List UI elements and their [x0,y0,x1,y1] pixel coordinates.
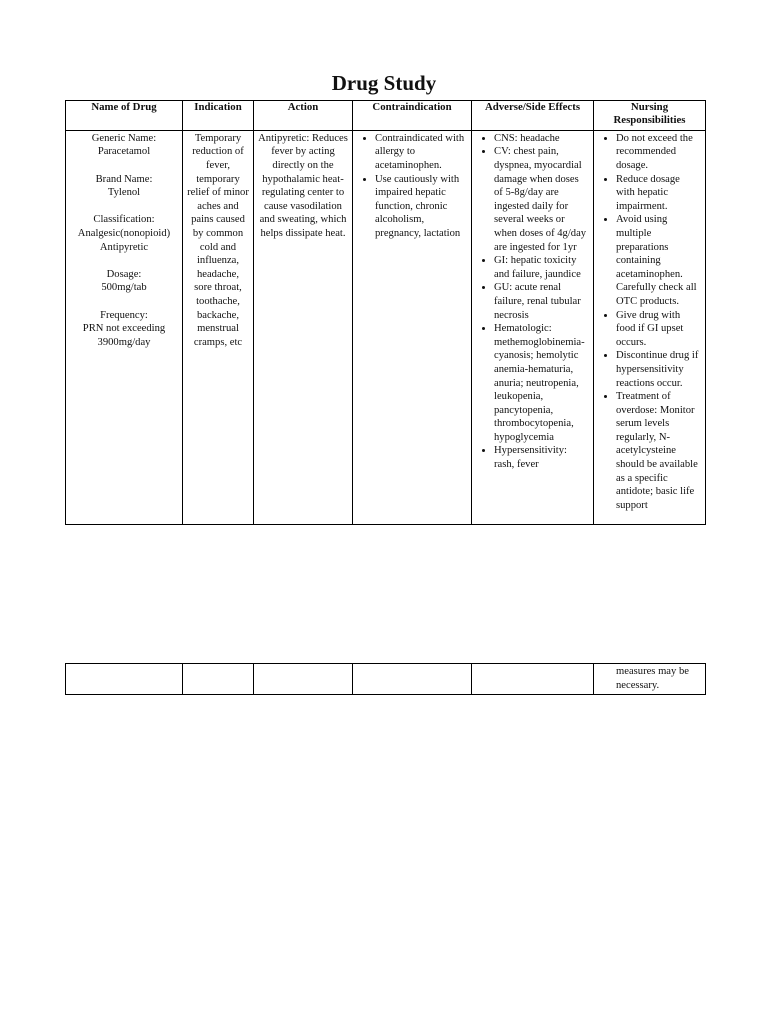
classification-value-2: Antipyretic [99,241,149,253]
indication-cell: Temporary reduction of fever, temporary relief of minor aches and pains caused by common cold and influenza, headache, sore throat, toothache, backache, menstrual cramps, etc [183,130,254,524]
empty-cell [66,664,183,695]
generic-name-label: Generic Name: [91,132,157,144]
list-item: • Reduce dosage with hepatic impairment. [616,173,701,214]
adverse-effects-list [476,132,589,472]
list-item: • Avoid using multiple preparations containing acetaminophen. Carefully check all OTC products. [616,213,701,308]
empty-cell [353,664,472,695]
classification-value-1: Analgesic(nonopioid) [77,227,171,239]
header-action: Action [254,101,353,131]
action-cell: Antipyretic: Reduces fever by acting directly on the hypothalamic heat-regulating center to cause vasodilation and sweating, which helps dissipate heat. [254,130,353,524]
name-of-drug-cell [66,130,183,524]
list-item: • GI: hepatic toxicity and failure, jaundice [494,254,589,281]
brand-name-label: Brand Name: [95,173,153,185]
list-item: • Give drug with food if GI upset occurs. [616,309,701,350]
classification-label: Classification: [93,214,155,226]
header-name-of-drug: Name of Drug [66,101,183,131]
empty-cell [254,664,353,695]
frequency-label: Frequency: [100,309,148,321]
empty-cell [472,664,594,695]
header-indication: Indication [183,101,254,131]
list-item: • Hematologic: methemoglobinemia- cyanosis; hemolytic anemia-hematuria, anuria; neutropenia, leukopenia, pancytopenia, thrombocytopenia, hypoglycemia [494,322,589,444]
header-nursing-responsibilities: Nursing Responsibilities [594,101,706,131]
empty-cell [183,664,254,695]
document-title: Drug Study [331,71,437,95]
list-item: • CNS: headache [494,132,589,146]
drug-study-table [65,100,706,525]
dosage-value: 500mg/tab [101,282,147,294]
continuation-table [65,663,706,695]
brand-name-value: Tylenol [107,187,141,199]
generic-name-value: Paracetamol [97,146,151,158]
nursing-responsibilities-cell [594,130,706,524]
list-item: • Hypersensitivity: rash, fever [494,444,589,471]
frequency-value-2: 3900mg/day [97,336,151,348]
list-item: • Treatment of overdose: Monitor serum levels regularly, N-acetylcysteine should be available as a specific antidote; basic life support [616,390,701,512]
table-row [66,664,706,695]
list-item: • Contraindicated with allergy to acetaminophen. [375,132,467,173]
header-contraindication: Contraindication [353,101,472,131]
table-header-row [66,101,706,131]
list-item: • Do not exceed the recommended dosage. [616,132,701,173]
nursing-responsibilities-list [598,132,701,513]
list-item: • Discontinue drug if hypersensitivity reactions occur. [616,349,701,390]
list-item: • GU: acute renal failure, renal tubular necrosis [494,281,589,322]
header-adverse-effects: Adverse/Side Effects [472,101,594,131]
continuation-cell: measures may be necessary. [594,664,706,695]
frequency-value-1: PRN not exceeding [82,323,166,335]
contraindication-cell [353,130,472,524]
list-item: • CV: chest pain, dyspnea, myocardial damage when doses of 5-8g/day are ingested daily for several weeks or when doses of 4g/day are ingested for 1yr [494,145,589,254]
contraindication-list [357,132,467,241]
dosage-label: Dosage: [106,268,142,280]
table-row [66,130,706,524]
list-item: • Use cautiously with impaired hepatic function, chronic alcoholism, pregnancy, lactation [375,173,467,241]
adverse-effects-cell [472,130,594,524]
